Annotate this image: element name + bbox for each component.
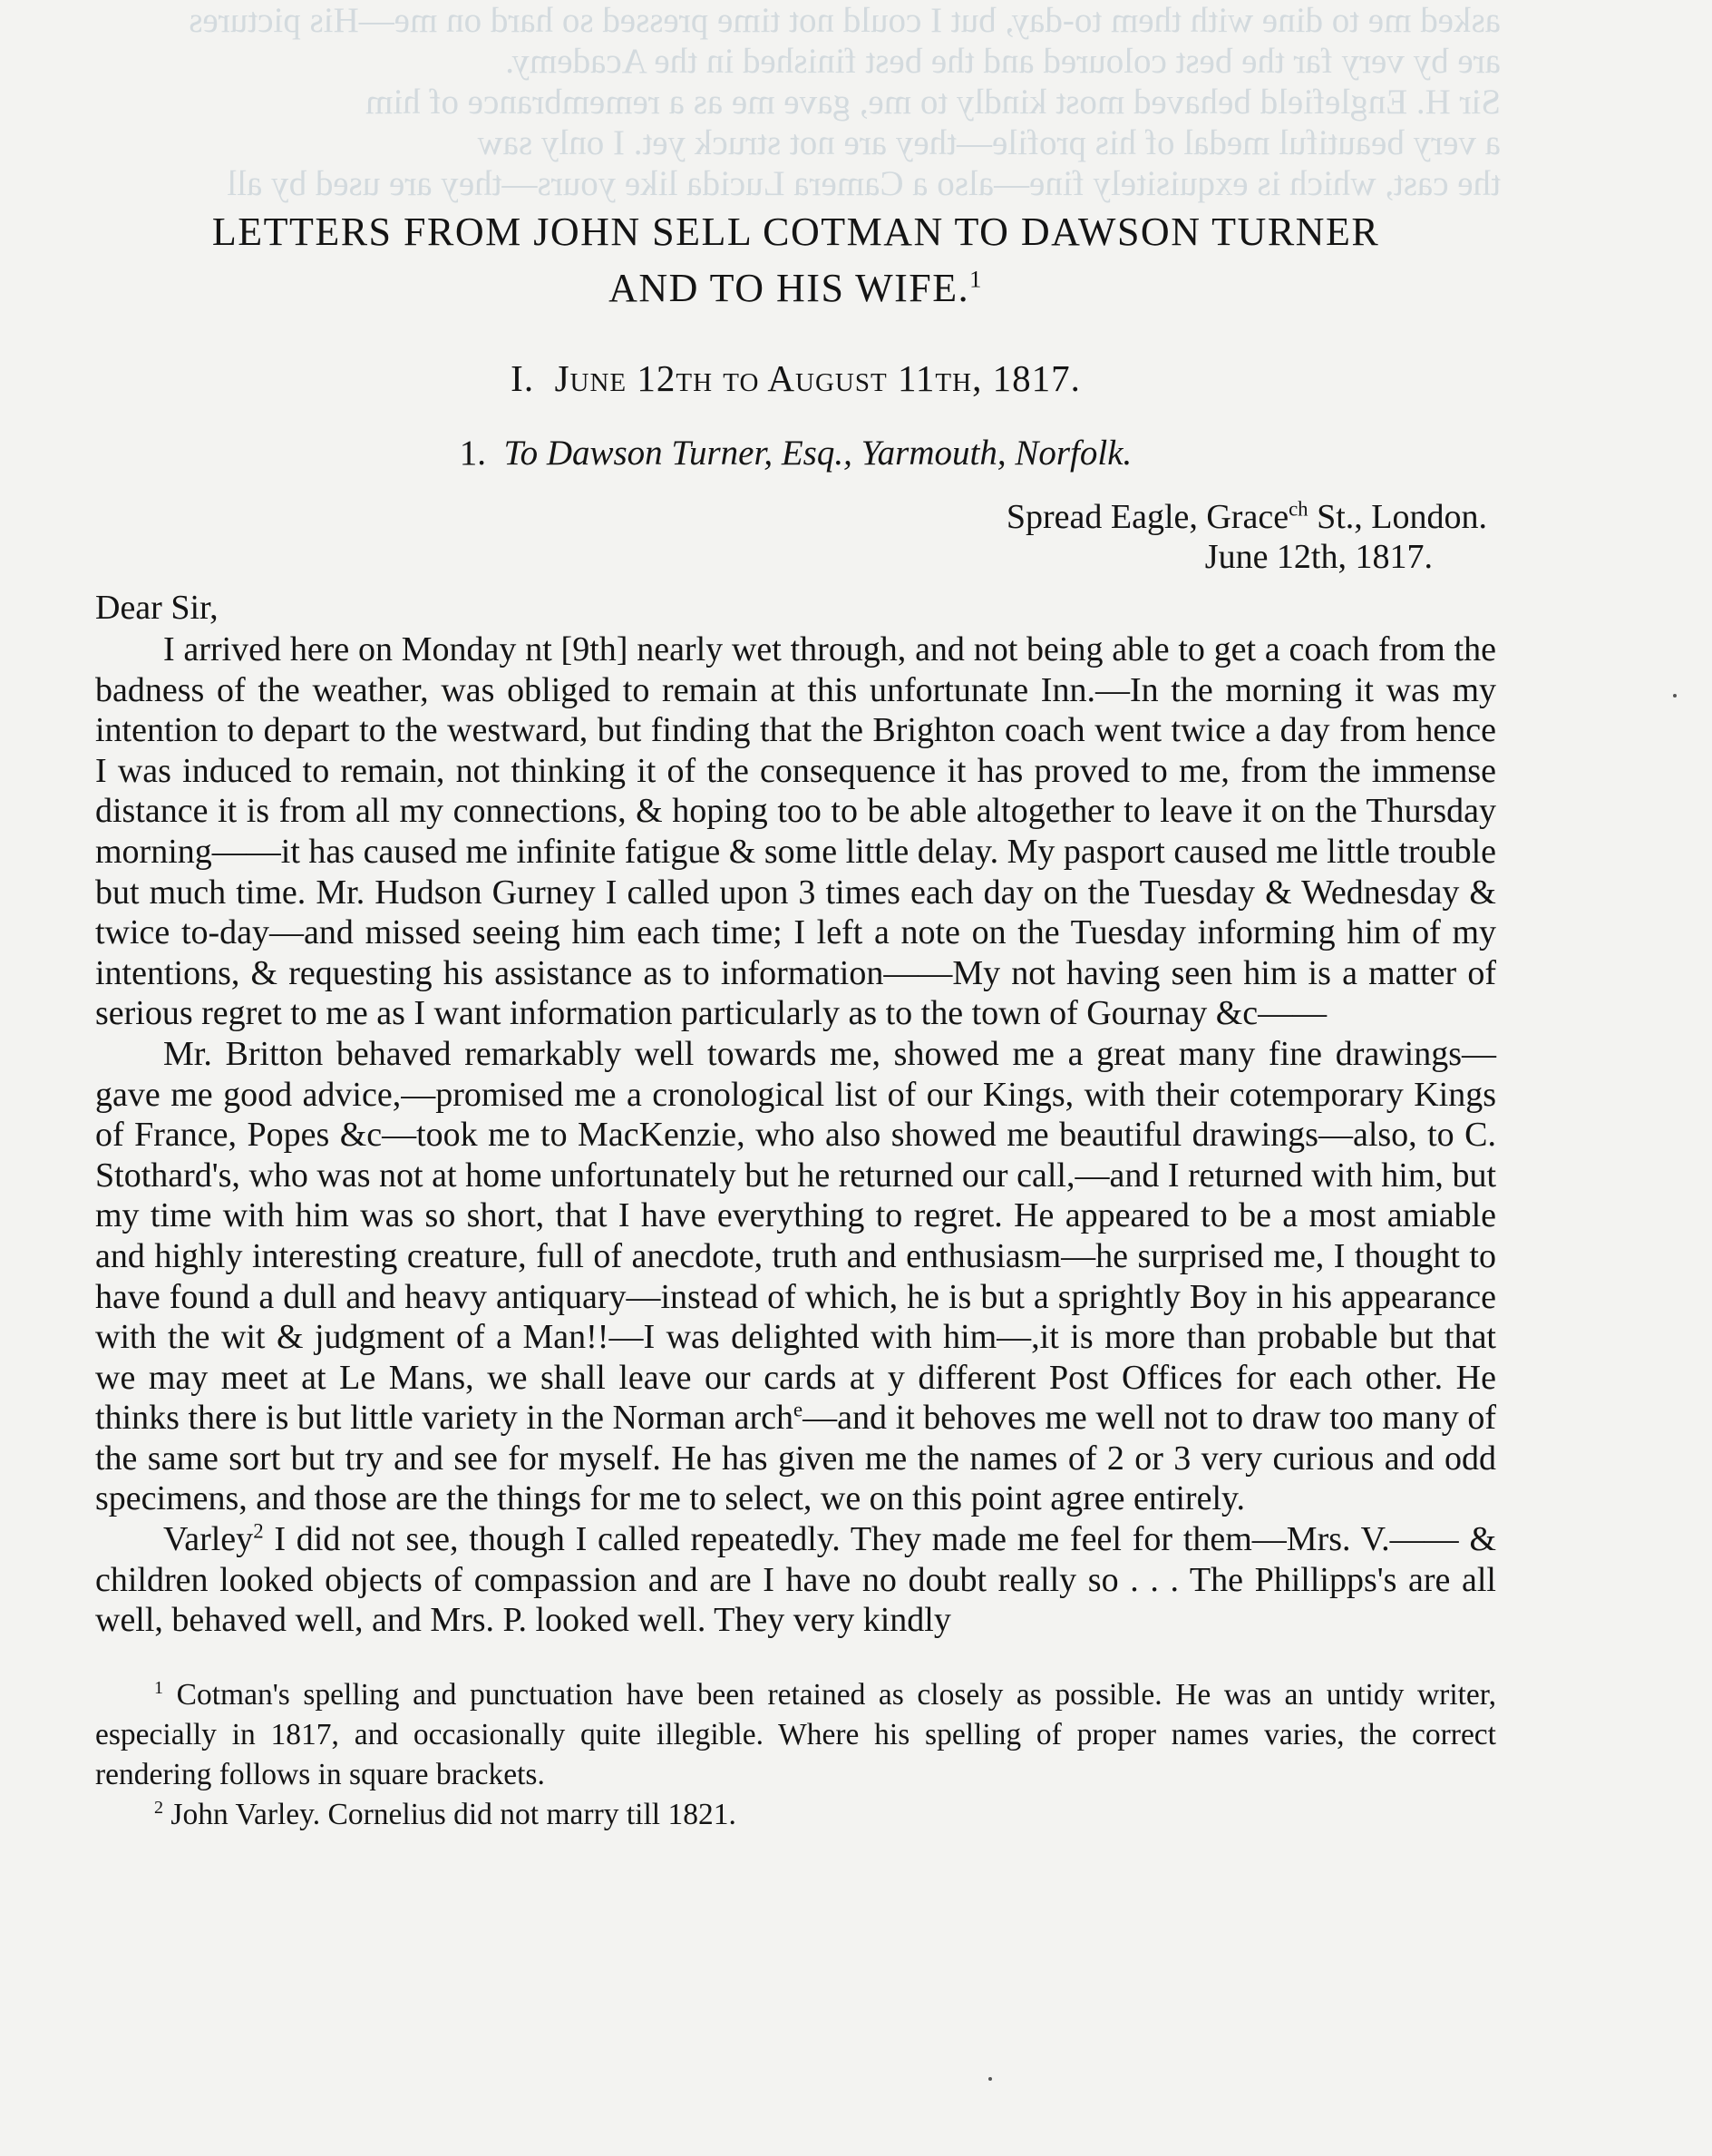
article-title	[95, 204, 1496, 317]
paragraph-1: I arrived here on Monday nt [9th] nearly wet through, and not being able to get a coach from the badness of the weather, was obliged to remain at this unfortunate Inn.—In the morning it was my intention to depart to the westward, but finding that the Brighton coach went twice a day from hence I was induced to remain, not thinking it of the consequence it has proved to me, from the immense distance it is from all my connections, & hoping too to be able altogether to leave it on the Thursday morning——it has caused me infinite fatigue & some little delay. My pasport caused me little trouble but much time. Mr. Hudson Gurney I called upon 3 times each day on the Tuesday & Wednesday & twice to-day—and missed seeing him each time; I left a note on the Tuesday informing him of my intentions, & requesting his assistance as to information——My not having seen him is a matter of serious regret to me as I want information particularly as to the town of Gournay &c——	[95, 630, 1496, 1033]
title-footnote-marker: 1	[969, 265, 983, 293]
section-heading	[95, 356, 1496, 400]
paragraph-2	[95, 1034, 1496, 1519]
letter-dateline	[95, 497, 1496, 577]
footnote-2-reference: 2	[253, 1519, 264, 1543]
place-text-end: St., London.	[1308, 498, 1487, 536]
paragraph-3-text: Varley	[163, 1520, 254, 1559]
place-superscript: ch	[1289, 497, 1308, 521]
place-text: Spread Eagle, Grace	[1006, 498, 1289, 536]
paragraph-2-text-end: —and it behoves me well not to draw too many of the same sort but try and see for myself. He has given me the names of 2 or 3 very curious and odd specimens, and those are the things for me to select, we on this point agree entirely.	[95, 1399, 1496, 1518]
letter-heading	[95, 433, 1496, 473]
paragraph-3-text-end: I did not see, though I called repeatedly. They made me feel for them—Mrs. V.—— & children looked objects of compassion and are I have no doubt really so . . . The Phillipps's are all well, behaved well, and Mrs. P. looked well. They very kindly	[95, 1520, 1496, 1640]
section-title: June 12th to August 11th, 1817.	[554, 357, 1081, 399]
letter-place	[95, 497, 1487, 537]
footnotes	[95, 1675, 1496, 1835]
letter-addressee: To Dawson Turner, Esq., Yarmouth, Norfolk.	[503, 434, 1133, 473]
salutation: Dear Sir,	[95, 589, 219, 627]
show-through-texture: asked me to dine with them to-day, but I could not time pressed so hard on me—His pictures are by very far the best coloured and the best finished in the Academy. Sir H. Englefield behaved most kindly to me, gave me as a remembrance of him a very beautiful medal of his profile—they are not struck yet. I only saw the cast, which is exquisitely fine—also a Camera Lucida like yours—they are used by all	[189, 1, 1501, 203]
title-line-1: LETTERS FROM JOHN SELL COTMAN TO DAWSON TURNER	[211, 210, 1380, 254]
section-numeral: I.	[511, 357, 535, 399]
paper-speck	[988, 2077, 992, 2081]
footnote-1	[95, 1675, 1496, 1795]
letter-date: June 12th, 1817.	[1204, 538, 1433, 576]
letter-body	[95, 629, 1496, 1641]
paper-speck	[1673, 694, 1677, 698]
footnote-2-marker: 2	[154, 1797, 164, 1818]
paragraph-2-text: Mr. Britton behaved remarkably well towards me, showed me a great many fine drawings—gave me good advice,—promised me a cronological list of our Kings, with their cotemporary Kings of France, Popes &c—took me to MacKenzie, who also showed me beautiful drawings—also, to C. Stothard's, who was not at home unfortunately but he returned our call,—and I returned with him, but my time with him was so short, that I have everything to regret. He appeared to be a most amiable and highly interesting creature, full of anecdote, truth and enthusiasm—he surprised me, I thought to have found a dull and heavy antiquary—instead of which, he is but a sprightly Boy in his appearance with the wit & judgment of a Man!!—I was delighted with him—,it is more than probable but that we may meet at Le Mans, we shall leave our cards at y different Post Offices for each other. He thinks there is but little variety in the Norman arch	[95, 1034, 1496, 1438]
footnote-2	[95, 1795, 1496, 1835]
footnote-2-text: John Varley. Cornelius did not marry till 1821.	[163, 1797, 736, 1831]
text-column	[95, 204, 1496, 1835]
paragraph-2-superscript: e	[793, 1398, 803, 1421]
letter-number: 1.	[459, 434, 486, 473]
paragraph-3	[95, 1519, 1496, 1641]
footnote-1-marker: 1	[154, 1677, 164, 1698]
footnote-1-text: Cotman's spelling and punctuation have been retained as closely as possible. He was an untidy writer, especially in 1817, and occasionally quite illegible. Where his spelling of proper names varies, the correct rendering follows in square brackets.	[95, 1677, 1496, 1791]
title-line-2: AND TO HIS WIFE.	[608, 266, 970, 310]
